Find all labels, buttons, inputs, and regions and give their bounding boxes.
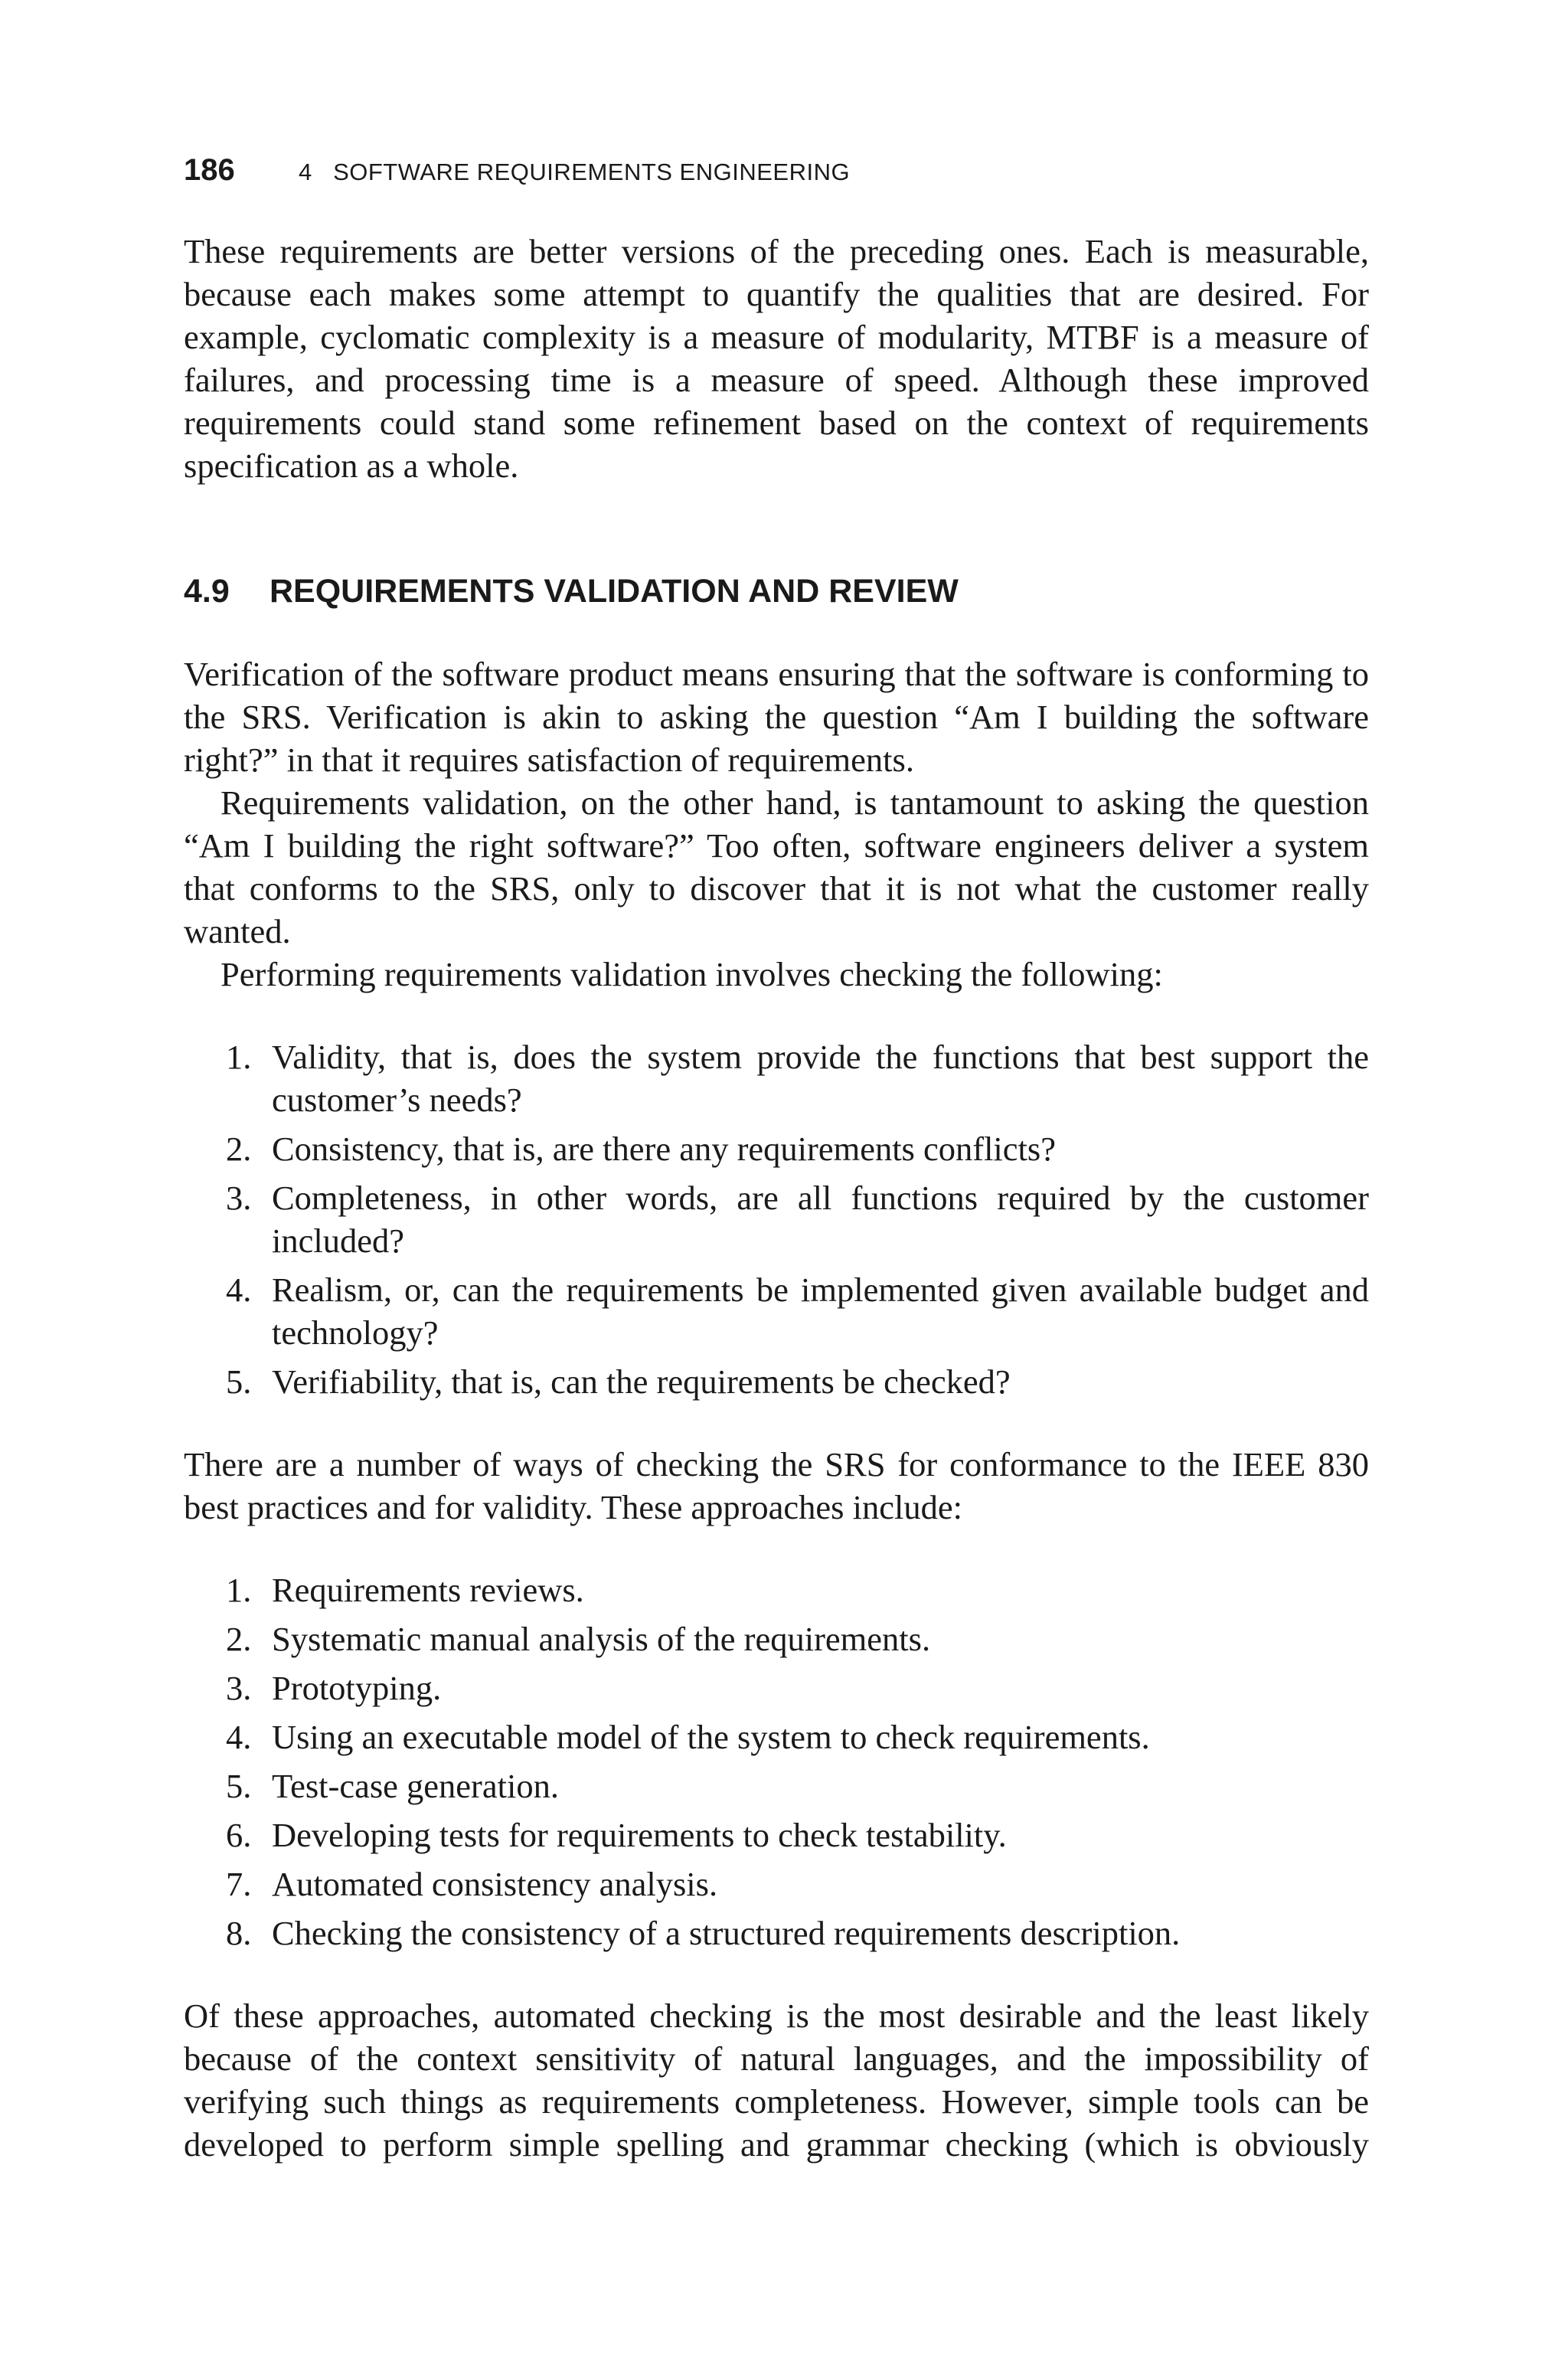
list-item: [184, 1863, 1369, 1905]
list-item-number: 6.: [226, 1816, 252, 1854]
page-body: [184, 230, 1369, 2166]
list-item: [184, 1765, 1369, 1807]
list-item-text: Completeness, in other words, are all functions required by the customer included?: [272, 1179, 1369, 1260]
list-item-text: Consistency, that is, are there any requirements conflicts?: [272, 1130, 1056, 1168]
section-title: REQUIREMENTS VALIDATION AND REVIEW: [270, 573, 959, 610]
list-item: [184, 1912, 1369, 1954]
page-number: 186: [184, 153, 235, 187]
list-item-number: 2.: [226, 1620, 252, 1658]
list-item-text: Automated consistency analysis.: [272, 1865, 718, 1903]
list-item: [184, 1715, 1369, 1758]
list-item-text: Validity, that is, does the system provide the functions that best support the customer’s needs?: [272, 1038, 1369, 1119]
list-item: [184, 1617, 1369, 1660]
list-item-number: 4.: [226, 1718, 252, 1756]
section-number: 4.9: [184, 573, 230, 610]
list-item: [184, 1360, 1369, 1403]
approaches-list: [184, 1568, 1369, 1954]
list-item: [184, 1035, 1369, 1121]
list-item: [184, 1666, 1369, 1709]
list-item-text: Requirements reviews.: [272, 1571, 584, 1609]
validation-paragraph: Requirements validation, on the other hand, is tantamount to asking the question “Am I building the right software?” Too often, software engineers deliver a system that conforms to the SRS, only to discover that it is not what the customer really wanted.: [184, 783, 1369, 950]
list-item-text: Realism, or, can the requirements be implemented given available budget and technology?: [272, 1271, 1369, 1352]
list-item-number: 3.: [226, 1179, 252, 1217]
intro-paragraph: These requirements are better versions of the preceding ones. Each is measurable, because each makes some attempt to quantify the qualities that are desired. For example, cyclomatic complexity is a measure of modularity, MTBF is a measure of failures, and processing time is a measure of speed. Although these improved requirements could stand some refinement based on the context of requirements specification as a whole.: [184, 232, 1369, 485]
section-heading: [184, 570, 1369, 613]
running-header: [184, 150, 1369, 190]
closing-paragraph: Of these approaches, automated checking is the most desirable and the least likely because of the context sensitivity of natural languages, and the impossibility of verifying such things as requirements completeness. However, simple tools can be developed to perform simple spelling and grammar checking (which is obviously: [184, 1997, 1369, 2164]
list-item-number: 1.: [226, 1571, 252, 1609]
book-page: [184, 150, 1369, 2166]
list-item: [184, 1127, 1369, 1170]
list-item-text: Using an executable model of the system to check requirements.: [272, 1718, 1150, 1756]
list-item-number: 4.: [226, 1271, 252, 1309]
list-item-number: 3.: [226, 1669, 252, 1707]
list-item-number: 2.: [226, 1130, 252, 1168]
list-item-text: Test-case generation.: [272, 1767, 559, 1805]
performing-paragraph: Performing requirements validation involves checking the following:: [220, 955, 1163, 993]
chapter-title: 4 SOFTWARE REQUIREMENTS ENGINEERING: [299, 159, 851, 185]
list-item: [184, 1568, 1369, 1611]
list-item: [184, 1268, 1369, 1354]
list-item-number: 1.: [226, 1038, 252, 1076]
list-item-number: 7.: [226, 1865, 252, 1903]
list-item-text: Developing tests for requirements to check testability.: [272, 1816, 1007, 1854]
list-item-text: Prototyping.: [272, 1669, 442, 1707]
list-item-text: Verifiability, that is, can the requirements be checked?: [272, 1362, 1011, 1401]
validation-checks-list: [184, 1035, 1369, 1403]
list-item: [184, 1814, 1369, 1856]
list-item-number: 5.: [226, 1767, 252, 1805]
verification-paragraph: Verification of the software product means ensuring that the software is conforming to the SRS. Verification is akin to asking the question “Am I building the software right?” in that it requires satisfaction of requirements.: [184, 655, 1369, 779]
list-item-text: Systematic manual analysis of the requirements.: [272, 1620, 931, 1658]
ways-paragraph: There are a number of ways of checking the SRS for conformance to the IEEE 830 best practices and for validity. These approaches include:: [184, 1445, 1369, 1526]
list-item: [184, 1176, 1369, 1262]
list-item-number: 5.: [226, 1362, 252, 1401]
list-item-number: 8.: [226, 1914, 252, 1952]
list-item-text: Checking the consistency of a structured requirements description.: [272, 1914, 1181, 1952]
